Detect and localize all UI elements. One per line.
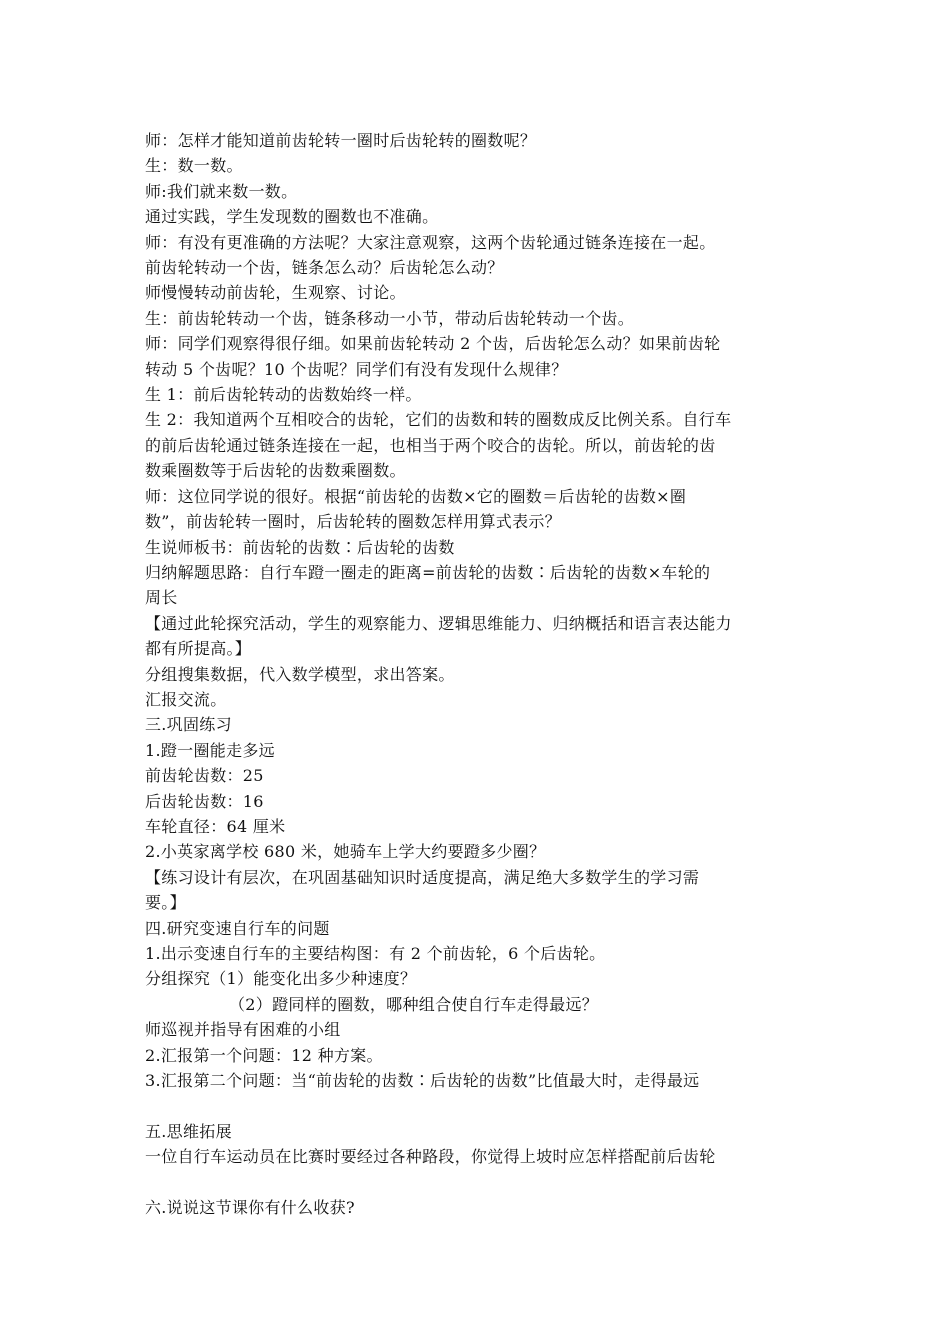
- text-line: 1.出示变速自行车的主要结构图：有 2 个前齿轮，6 个后齿轮。: [145, 944, 606, 963]
- blank-line: [145, 1093, 810, 1118]
- text-line: 师慢慢转动前齿轮，生观察、讨论。: [145, 283, 406, 303]
- text-line: 1.蹬一圈能走多远: [145, 740, 275, 760]
- text-line-indented: （2）蹬同样的圈数，哪种组合使自行车走得最远？: [229, 994, 599, 1014]
- text-line: 3.汇报第二个问题：当“前齿轮的齿数∶后齿轮的齿数”比值最大时，走得最远: [145, 1071, 700, 1091]
- section-heading: 四.研究变速自行车的问题: [145, 918, 330, 938]
- text-line: 通过实践，学生发现数的圈数也不准确。: [145, 207, 439, 227]
- text-line: 生 2：我知道两个互相咬合的齿轮，它们的齿数和转的圈数成反比例关系。自行车: [145, 410, 732, 430]
- text-line: 的前后齿轮通过链条连接在一起，也相当于两个咬合的齿轮。所以，前齿轮的齿: [145, 435, 716, 455]
- section-heading: 五.思维拓展: [145, 1121, 232, 1141]
- bracket-note-line: 都有所提高。】: [145, 639, 252, 659]
- text-line: 师:我们就来数一数。: [145, 181, 298, 201]
- text-line: 转动 5 个齿呢？10 个齿呢？同学们有没有发现什么规律？: [145, 359, 568, 379]
- text-line: 前齿轮齿数：25: [145, 766, 264, 786]
- text-line: 数乘圈数等于后齿轮的齿数乘圈数。: [145, 461, 406, 481]
- bracket-note-line: 【练习设计有层次，在巩固基础知识时适度提高，满足绝大多数学生的学习需: [145, 867, 700, 887]
- text-line: 生 1：前后齿轮转动的齿数始终一样。: [145, 385, 422, 405]
- text-line: 周长: [145, 588, 178, 608]
- text-line: 后齿轮齿数：16: [145, 791, 264, 811]
- section-heading: 三.巩固练习: [145, 715, 232, 735]
- text-line: 分组搜集数据，代入数学模型，求出答案。: [145, 664, 455, 684]
- text-line: 前齿轮转动一个齿，链条怎么动？后齿轮怎么动？: [145, 258, 504, 278]
- text-line: 师：这位同学说的很好。根据“前齿轮的齿数×它的圈数＝后齿轮的齿数×圈: [145, 486, 687, 506]
- section-heading: 六.说说这节课你有什么收获?: [145, 1198, 355, 1218]
- text-line: 生说师板书：前齿轮的齿数∶后齿轮的齿数: [145, 537, 455, 557]
- text-line: 师：怎样才能知道前齿轮转一圈时后齿轮转的圈数呢？: [145, 131, 537, 150]
- text-line: 2.汇报第一个问题：12 种方案。: [145, 1045, 383, 1065]
- text-line: 一位自行车运动员在比赛时要经过各种路段，你觉得上坡时应怎样搭配前后齿轮: [145, 1147, 716, 1167]
- text-line: 2.小英家离学校 680 米，她骑车上学大约要蹬多少圈？: [145, 842, 546, 862]
- document-body: [145, 128, 810, 1220]
- text-line: 数”，前齿轮转一圈时，后齿轮转的圈数怎样用算式表示？: [145, 512, 561, 532]
- text-line: 师：同学们观察得很仔细。如果前齿轮转动 2 个齿，后齿轮怎么动？如果前齿轮: [145, 334, 721, 354]
- text-line: 分组探究（1）能变化出多少种速度？: [145, 969, 417, 989]
- bracket-note-line: 要。】: [145, 893, 186, 913]
- blank-line: [145, 1170, 810, 1195]
- text-line: 归纳解题思路：自行车蹬一圈走的距离=前齿轮的齿数∶后齿轮的齿数×车轮的: [145, 562, 711, 582]
- text-line: 生：数一数。: [145, 156, 243, 176]
- text-line: 生：前齿轮转动一个齿，链条移动一小节，带动后齿轮转动一个齿。: [145, 308, 635, 328]
- bracket-note-line: 【通过此轮探究活动，学生的观察能力、逻辑思维能力、归纳概括和语言表达能力: [145, 613, 732, 633]
- text-line: 师：有没有更准确的方法呢？大家注意观察，这两个齿轮通过链条连接在一起。: [145, 232, 716, 252]
- text-line: 师巡视并指导有困难的小组: [145, 1020, 341, 1040]
- text-line: 汇报交流。: [145, 689, 227, 709]
- text-line: 车轮直径：64 厘米: [145, 816, 286, 836]
